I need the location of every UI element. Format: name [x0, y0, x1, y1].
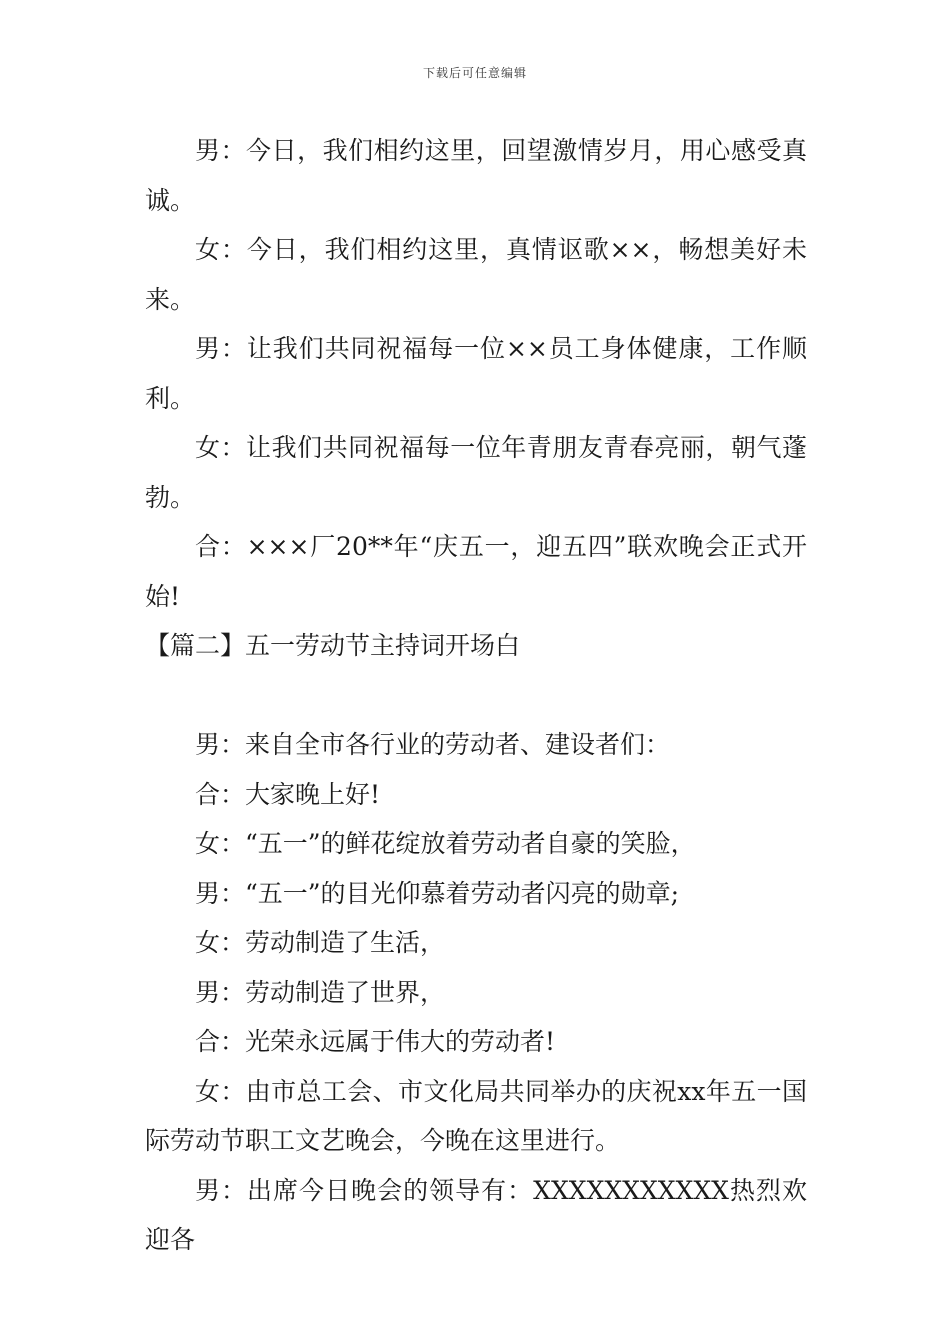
paragraph-7: 合：大家晚上好! — [195, 779, 381, 809]
paragraph-13: 女：由市总工会、市文化局共同举办的庆祝xx年五一国际劳动节职工文艺晚会，今晚在这里进行。 — [145, 1076, 807, 1155]
paragraph-6: 男：来自全市各行业的劳动者、建设者们： — [195, 730, 671, 759]
section-heading: 【篇二】五一劳动节主持词开场白 — [145, 631, 521, 660]
paragraph-1: 男：今日，我们相约这里，回望激情岁月，用心感受真诚。 — [145, 136, 807, 215]
blank-line — [145, 671, 807, 721]
document-body — [145, 126, 807, 1265]
paragraph-3: 男：让我们共同祝福每一位××员工身体健康，工作顺利。 — [145, 334, 807, 413]
paragraph-14: 男：出席今日晚会的领导有：XXXXXXXXXXX热烈欢迎各 — [145, 1175, 807, 1254]
paragraph-10: 女：劳动制造了生活， — [195, 928, 446, 957]
paragraph-5: 合：×××厂20**年“庆五一，迎五四”联欢晚会正式开始! — [145, 532, 807, 611]
paragraph-12: 合：光荣永远属于伟大的劳动者! — [195, 1027, 556, 1056]
paragraph-2: 女：今日，我们相约这里，真情讴歌××，畅想美好未来。 — [145, 235, 807, 314]
paragraph-11: 男：劳动制造了世界， — [195, 977, 446, 1007]
page-header: 下载后可任意编辑 — [422, 66, 527, 80]
paragraph-4: 女：让我们共同祝福每一位年青朋友青春亮丽，朝气蓬勃。 — [145, 433, 807, 512]
paragraph-8: 女：“五一”的鲜花绽放着劳动者自豪的笑脸， — [195, 829, 696, 858]
paragraph-9: 男：“五一”的目光仰慕着劳动者闪亮的勋章; — [195, 878, 679, 908]
